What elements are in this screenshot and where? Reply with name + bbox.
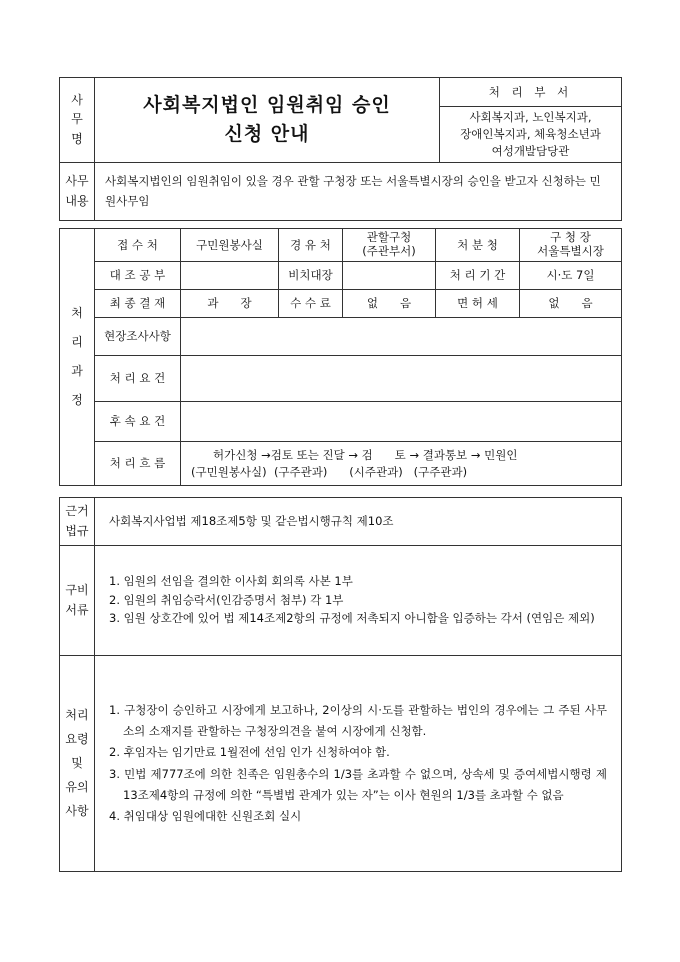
- flow-line-2: (구민원봉사실) (구주관과) (시주관과) (구주관과): [191, 464, 468, 479]
- list-item: 2. 후임자는 임기만료 1월전에 선임 인가 신청하여야 함.: [109, 745, 390, 760]
- period-label: 처 리 기 간: [436, 262, 520, 290]
- affair-content: 사회복지법인의 임원취임이 있을 경우 관할 구청장 또는 서울특별시장의 승인을 받고자 신청하는 민원사무임: [95, 163, 622, 221]
- fee-value: 없 음: [343, 290, 436, 318]
- flow-line-1: 허가신청 →검토 또는 진달 → 검 토 → 결과통보 → 민원인: [213, 448, 518, 463]
- page-title: [95, 78, 440, 163]
- label-line: 사무: [65, 174, 89, 189]
- list-item: 3. 민법 제777조에 의한 친족은 임원총수의 1/3를 초과할 수 없으며, 상속세 및 증여세법시행령 제13조제4항의 규정에 의한 “특별법 관계가 있는 자”는 이사 현원의 1/3를 초과할 수 없음: [109, 767, 607, 802]
- agent-label: 대 조 공 부: [95, 262, 181, 290]
- label-line: 및: [71, 755, 83, 770]
- documents-label: [60, 546, 95, 656]
- ledger-label: 비치대장: [279, 262, 343, 290]
- dept-list: [440, 107, 622, 163]
- final-approval-value: 과 장: [181, 290, 279, 318]
- agent-value: [181, 262, 279, 290]
- dept-line: 장애인복지과, 체육청소년과: [460, 126, 601, 141]
- disposer-label: 처 분 청: [436, 229, 520, 262]
- disposer-value: [520, 229, 622, 262]
- dept-line: 여성개발담당관: [491, 144, 570, 159]
- requirements-label: 처 리 요 건: [95, 356, 181, 402]
- label-char: 사: [71, 93, 83, 108]
- label-line: 근거: [65, 504, 89, 519]
- fee-label: 수 수 료: [279, 290, 343, 318]
- jurisdiction-value: [343, 229, 436, 262]
- header-table: [59, 77, 622, 221]
- dept-line: 사회복지과, 노인복지과,: [469, 109, 592, 124]
- label-line: 법규: [65, 523, 89, 538]
- ledger-value: [343, 262, 436, 290]
- label-line: 요령: [65, 731, 89, 746]
- documents-list: [95, 546, 622, 656]
- process-flow: [181, 442, 622, 486]
- label-line: 내용: [65, 193, 89, 208]
- disposer-line: 서울특별시장: [537, 244, 604, 258]
- reception-value: 구민원봉사실: [181, 229, 279, 262]
- process-table: [59, 228, 622, 486]
- title-line-2: 신청 안내: [224, 123, 310, 145]
- label-line: 사항: [65, 804, 89, 819]
- list-item: 2. 임원의 취임승락서(인감증명서 첨부) 각 1부: [109, 592, 344, 607]
- title-line-1: 사회복지법인 임원취임 승인: [143, 93, 391, 116]
- label-char: 리: [71, 334, 83, 349]
- label-char: 과: [71, 364, 83, 378]
- notes-label: [60, 656, 95, 872]
- field-survey-label: 현장조사사항: [95, 318, 181, 356]
- license-tax-label: 면 허 세: [436, 290, 520, 318]
- license-tax-value: 없 음: [520, 290, 622, 318]
- details-table: [59, 497, 622, 872]
- affair-content-label: [60, 163, 95, 221]
- disposer-line: 구 청 장: [550, 230, 591, 245]
- process-label: [60, 229, 95, 486]
- list-item: 1. 구청장이 승인하고 시장에게 보고하나, 2이상의 시·도를 관할하는 법인의 경우에는 그 주된 사무소의 소재지를 관할하는 구청장의견을 붙여 시장에게 신청함.: [109, 702, 607, 738]
- period-value: 시·도 7일: [520, 262, 622, 290]
- label-line: 서류: [65, 602, 89, 617]
- jurisdiction-line: 관할구청: [366, 230, 412, 245]
- requirements-value: [181, 356, 622, 402]
- followup-label: 후 속 요 건: [95, 402, 181, 442]
- label-char: 정: [71, 393, 83, 408]
- jurisdiction-line: (주관부서): [362, 244, 416, 258]
- list-item: 3. 임원 상호간에 있어 법 제14조제2항의 규정에 저촉되지 아니함을 입증하는 각서 (연임은 제외): [109, 611, 595, 626]
- notes-list: [95, 656, 622, 872]
- dept-header: 처 리 부 서: [440, 78, 622, 107]
- label-line: 처리: [65, 707, 89, 722]
- final-approval-label: 최 종 결 재: [95, 290, 181, 318]
- legal-basis-label: [60, 498, 95, 546]
- affair-name-label: [60, 78, 95, 163]
- field-survey-value: [181, 318, 622, 356]
- list-item: 4. 취임대상 임원에대한 신원조회 실시: [109, 809, 302, 824]
- reception-label: 접 수 처: [95, 229, 181, 262]
- via-label: 경 유 처: [279, 229, 343, 262]
- list-item: 1. 임원의 선임을 결의한 이사회 회의록 사본 1부: [109, 573, 353, 588]
- label-line: 구비: [65, 583, 89, 598]
- legal-basis-content: 사회복지사업법 제18조제5항 및 같은법시행규칙 제10조: [95, 498, 622, 546]
- followup-value: [181, 402, 622, 442]
- label-line: 유의: [65, 780, 89, 795]
- flow-label: 처 리 흐 름: [95, 442, 181, 486]
- label-char: 명: [71, 131, 83, 146]
- label-char: 무: [71, 112, 83, 127]
- label-char: 처: [71, 305, 83, 320]
